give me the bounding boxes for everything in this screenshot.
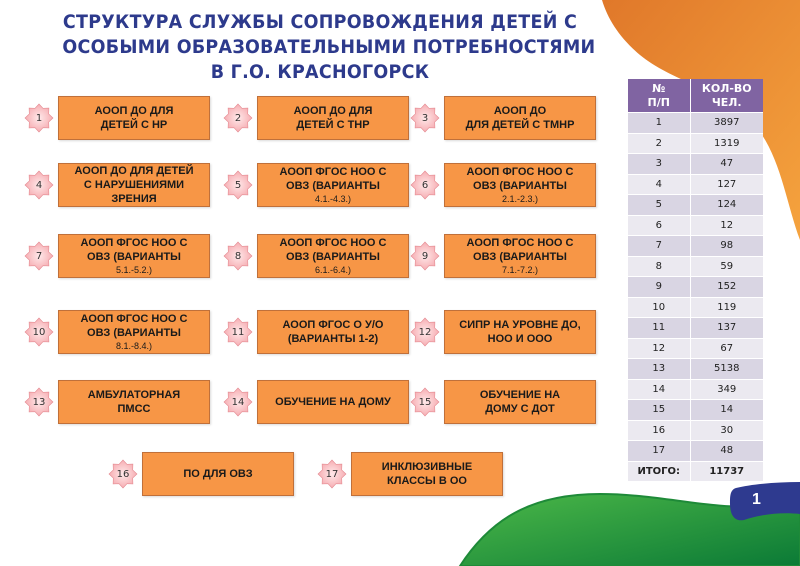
box-line-2: (ВАРИАНТЫ 1-2) [287,333,379,345]
table-header-row [628,79,763,113]
program-box-1 [58,96,210,140]
box-line-2: ОВЗ (ВАРИАНТЫ [473,251,567,263]
box-line-2: НОО И ООО [487,333,553,345]
row-number: 4 [628,174,690,195]
number-star-badge [317,459,347,489]
badge-shape-icon [722,482,800,522]
star-number: 2 [234,112,242,124]
box-line-1: ОБУЧЕНИЕ НА [479,389,561,401]
row-count: 124 [690,195,763,216]
row-count: 30 [690,420,763,441]
row-count: 137 [690,318,763,339]
table-body [628,113,763,482]
table-row [628,215,763,236]
table-row [628,256,763,277]
number-star-badge [410,170,440,200]
table-total-row [628,461,763,481]
row-count: 349 [690,379,763,400]
box-line-2: ДЛЯ ДЕТЕЙ С ТМНР [465,119,575,131]
program-box-14 [257,380,409,424]
box-line-3: 6.1.-6.4.) [314,265,352,275]
row-number: 7 [628,236,690,257]
table-row [628,174,763,195]
number-star-badge [223,317,253,347]
box-line-2: ДОМУ С ДОТ [485,403,555,415]
box-line-1: АООП ДО ДЛЯ [94,105,174,117]
row-count: 152 [690,277,763,298]
row-count: 5138 [690,359,763,380]
program-box-11 [257,310,409,354]
star-number: 15 [418,396,432,408]
box-line-2: ОВЗ (ВАРИАНТЫ [286,180,380,192]
box-line-3: 4.1.-4.3.) [314,194,352,204]
program-box-16 [142,452,294,496]
row-number: 13 [628,359,690,380]
star-number: 7 [35,250,43,262]
box-line-3: 2.1.-2.3.) [501,194,539,204]
number-star-badge [24,387,54,417]
number-star-badge [24,317,54,347]
table-row [628,236,763,257]
number-star-badge [223,103,253,133]
box-line-2: ОВЗ (ВАРИАНТЫ [286,251,380,263]
box-line-2: ДЕТЕЙ С ТНР [296,119,370,131]
table-row [628,277,763,298]
program-box-17 [351,452,503,496]
star-number: 8 [234,250,242,262]
row-number: 15 [628,400,690,421]
row-number: 10 [628,297,690,318]
star-number: 11 [231,326,245,338]
program-box-8 [257,234,409,278]
box-line-3: 8.1.-8.4.) [115,341,153,351]
box-line-1: ОБУЧЕНИЕ НА ДОМУ [275,396,391,408]
star-number: 12 [418,326,432,338]
star-number: 17 [325,468,339,480]
row-count: 48 [690,441,763,462]
star-number: 9 [421,250,429,262]
program-box-7 [58,234,210,278]
program-box-9 [444,234,596,278]
row-number: 6 [628,215,690,236]
box-line-1: АООП ДО ДЛЯ ДЕТЕЙ [74,165,194,177]
star-number: 4 [35,179,43,191]
box-line-1: АООП ФГОС НОО С [466,237,574,249]
row-count: 127 [690,174,763,195]
box-line-1: АООП ДО [493,105,547,117]
row-count: 67 [690,338,763,359]
page-number: 1 [752,491,761,508]
star-number: 14 [231,396,245,408]
star-number: 1 [35,112,43,124]
star-number: 3 [421,112,429,124]
program-box-4 [58,163,210,207]
box-line-3: ЗРЕНИЯ [111,193,157,205]
program-box-15 [444,380,596,424]
row-number: 14 [628,379,690,400]
title-line-2: ОСОБЫМИ ОБРАЗОВАТЕЛЬНЫМИ ПОТРЕБНОСТЯМИ [62,36,596,58]
program-box-5 [257,163,409,207]
header-count: КОЛ-ВО ЧЕЛ. [690,79,763,113]
table-row [628,420,763,441]
row-count: 14 [690,400,763,421]
number-star-badge [223,170,253,200]
box-line-1: ИНКЛЮЗИВНЫЕ [381,461,473,473]
table-row [628,195,763,216]
box-line-1: ПО ДЛЯ ОВЗ [183,468,253,480]
box-line-2: С НАРУШЕНИЯМИ [83,179,185,191]
row-count: 1319 [690,133,763,154]
row-count: 47 [690,154,763,175]
total-label: ИТОГО: [628,461,690,481]
box-line-2: ПМСС [117,403,151,415]
row-count: 12 [690,215,763,236]
program-box-3 [444,96,596,140]
program-box-13 [58,380,210,424]
box-line-2: ДЕТЕЙ С НР [100,119,168,131]
row-count: 3897 [690,113,763,134]
box-line-1: АМБУЛАТОРНАЯ [87,389,181,401]
box-line-1: АООП ФГОС О У/О [282,319,384,331]
title-line-1: СТРУКТУРА СЛУЖБЫ СОПРОВОЖДЕНИЯ ДЕТЕЙ С [62,11,578,33]
row-number: 8 [628,256,690,277]
header-number: № П/П [628,79,690,113]
box-line-1: АООП ДО ДЛЯ [293,105,373,117]
box-line-1: АООП ФГОС НОО С [279,237,387,249]
row-number: 1 [628,113,690,134]
star-number: 5 [234,179,242,191]
number-star-badge [24,170,54,200]
number-star-badge [108,459,138,489]
table-row [628,133,763,154]
row-number: 5 [628,195,690,216]
box-line-2: КЛАССЫ В ОО [387,475,467,487]
number-star-badge [410,387,440,417]
table-row [628,318,763,339]
row-number: 2 [628,133,690,154]
box-line-1: АООП ФГОС НОО С [279,166,387,178]
table-row [628,154,763,175]
table-row [628,338,763,359]
page-number-badge [722,482,800,522]
row-count: 98 [690,236,763,257]
table-row [628,359,763,380]
number-star-badge [410,241,440,271]
box-line-2: ОВЗ (ВАРИАНТЫ [473,180,567,192]
number-star-badge [223,387,253,417]
box-line-2: ОВЗ (ВАРИАНТЫ [87,327,181,339]
title-line-3: В Г.О. КРАСНОГОРСК [210,61,430,83]
box-line-3: 5.1.-5.2.) [115,265,153,275]
row-count: 59 [690,256,763,277]
number-star-badge [223,241,253,271]
table-row [628,113,763,134]
row-number: 12 [628,338,690,359]
program-box-2 [257,96,409,140]
box-line-3: 7.1.-7.2.) [501,265,539,275]
number-star-badge [410,103,440,133]
star-number: 6 [421,179,429,191]
box-line-1: АООП ФГОС НОО С [466,166,574,178]
table-row [628,441,763,462]
row-number: 11 [628,318,690,339]
table-row [628,400,763,421]
row-number: 17 [628,441,690,462]
number-star-badge [24,241,54,271]
program-box-10 [58,310,210,354]
counts-table [628,79,763,481]
box-line-1: СИПР НА УРОВНЕ ДО, [459,319,581,331]
number-star-badge [410,317,440,347]
row-number: 3 [628,154,690,175]
table-row [628,297,763,318]
row-number: 16 [628,420,690,441]
box-line-1: АООП ФГОС НОО С [80,313,188,325]
star-number: 13 [32,396,46,408]
star-number: 10 [32,326,46,338]
star-number: 16 [116,468,130,480]
program-box-12 [444,310,596,354]
table-row [628,379,763,400]
row-count: 119 [690,297,763,318]
number-star-badge [24,103,54,133]
box-line-1: АООП ФГОС НОО С [80,237,188,249]
box-line-2: ОВЗ (ВАРИАНТЫ [87,251,181,263]
row-number: 9 [628,277,690,298]
page-title [62,10,596,85]
total-value: 11737 [690,461,763,481]
program-box-6 [444,163,596,207]
